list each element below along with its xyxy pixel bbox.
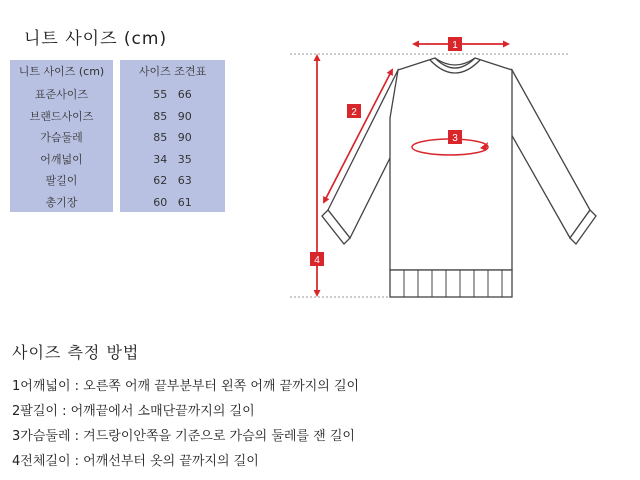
method-item-sleeve: 2팔길이 : 어깨끝에서 소매단끝까지의 길이 [12,404,255,419]
method-item-shoulder: 1어깨넓이 : 오른쪽 어깨 끝부분부터 왼쪽 어깨 끝까지의 길이 [12,379,360,394]
size-value: 60 [153,195,168,209]
size-row-label: 표준사이즈 [34,88,89,101]
method-item-length: 4전체길이 : 어깨선부터 옷의 끝까지의 길이 [12,454,259,469]
marker-3-label: 3 [452,133,458,144]
size-value: 85 [153,109,168,123]
size-value: 61 [177,195,192,209]
method-title: 사이즈 측정 방법 [12,343,140,362]
size-value: 55 [153,88,168,101]
sweater-shape [322,58,596,297]
size-row-label: 가슴둘레 [40,131,83,144]
method-item-chest: 3가슴둘레 : 겨드랑이안쪽을 기준으로 가슴의 둘레를 잰 길이 [12,429,355,444]
size-value: 85 [153,131,168,144]
size-value: 90 [177,109,192,123]
size-row-label: 어깨넓이 [40,152,83,166]
size-row-values [120,192,225,214]
sweater-diagram [280,30,610,310]
size-label-header: 니트 사이즈 (cm) [18,65,105,78]
size-row-values [120,84,225,106]
size-row-values [120,127,225,149]
size-value: 66 [177,88,192,101]
size-title: 니트 사이즈 (cm) [24,29,168,49]
size-value: 90 [177,131,192,144]
size-value: 62 [153,174,168,187]
size-label-column [10,60,113,212]
marker-4-label: 4 [314,255,320,266]
size-value: 35 [177,152,192,166]
size-value: 63 [177,174,192,187]
size-value: 34 [153,152,168,166]
marker-1-label: 1 [452,40,458,51]
size-row-values [120,149,225,171]
size-value-column [120,60,225,212]
marker-2-label: 2 [351,107,357,118]
size-row-values [120,170,225,192]
size-row-label: 브랜드사이즈 [29,109,94,123]
size-value-header: 사이즈 조견표 [138,65,207,78]
size-row-label: 총기장 [45,195,78,209]
size-row-values [120,106,225,128]
size-row-label: 팔길이 [45,174,78,187]
